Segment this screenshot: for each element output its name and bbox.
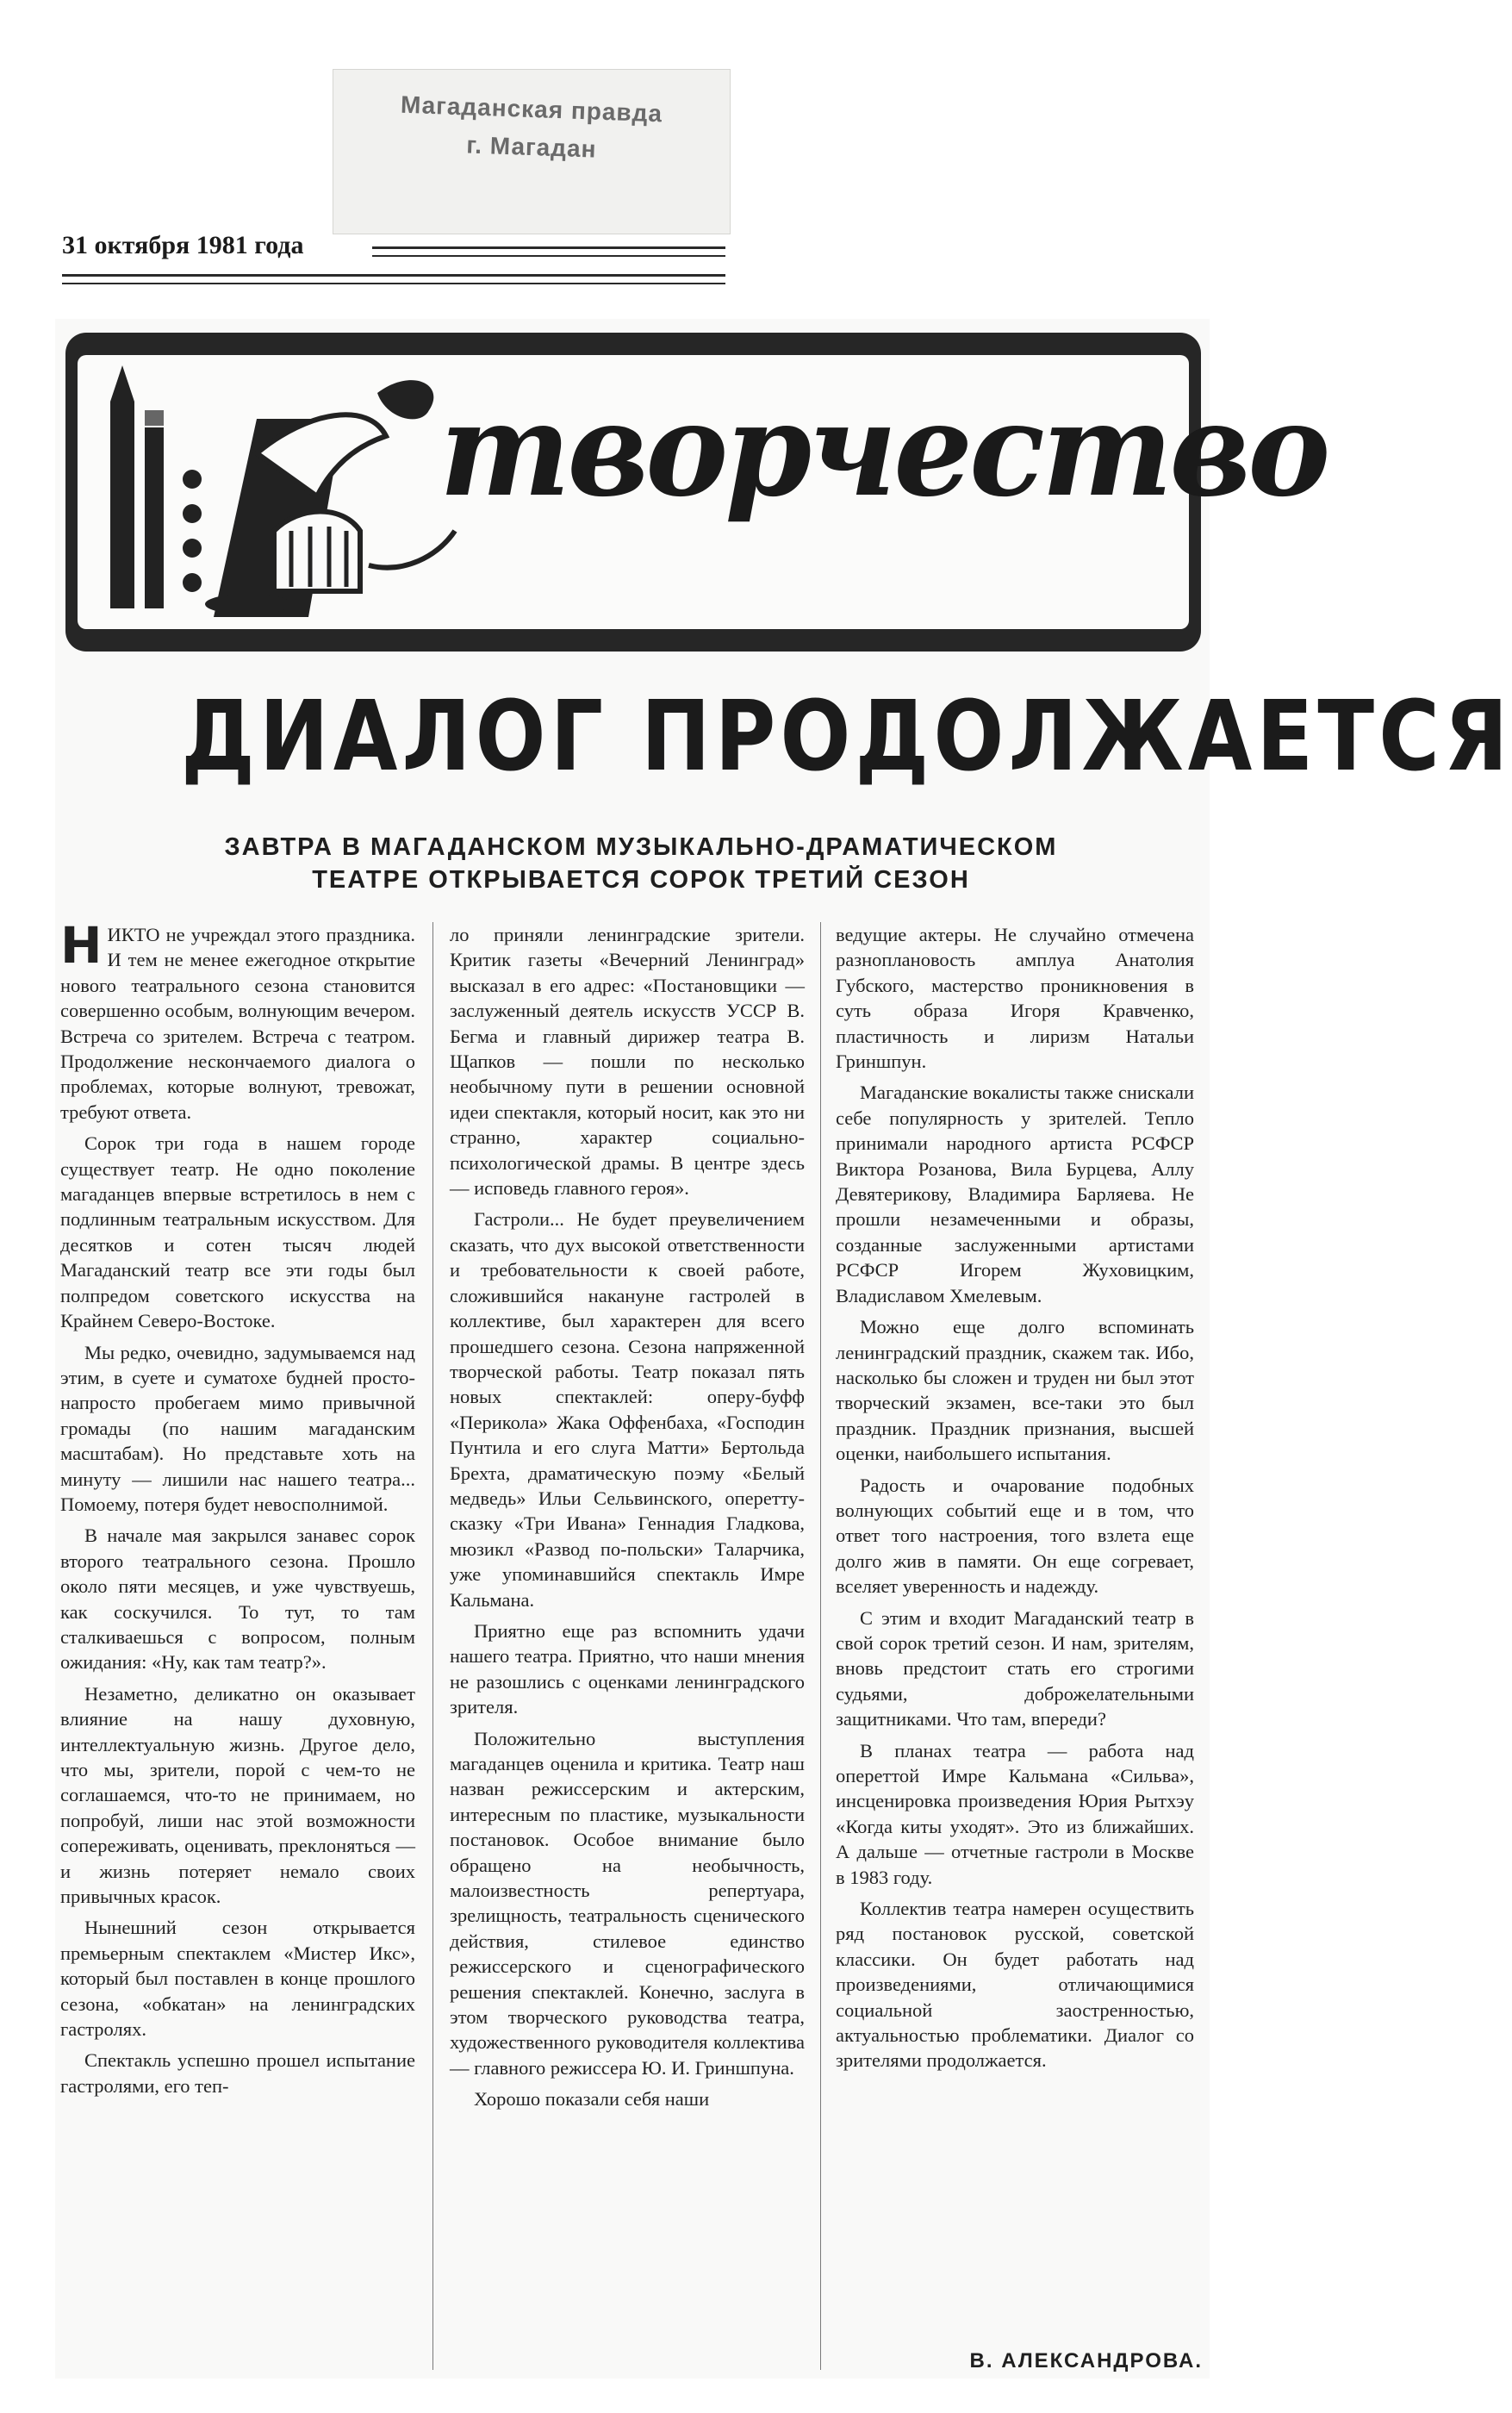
paragraph: Гастроли... Не будет преувеличением сказать, что дух высокой ответственности и требовательности к своей работе, сложившийся накануне гастролей в коллективе, был характерен для всего прошедшего сезона. Сезона напряженной творческой работы. Театр показал пять новых спектаклей: оперу-буфф «Перикола» Жака Оффенбаха, «Господин Пунтила и его слуга Матти» Бертольда Брехта, драматическую поэму «Белый медведь» Ильи Сельвинского, оперетту-сказку «Три Ивана» Геннадия Гладкова, мюзикл «Развод по-польски» Таларчика, уже упоминавшийся спектакль Имре Кальмана. (450, 1208, 805, 1611)
paragraph: Незаметно, деликатно он оказывает влияние на нашу духовную, интеллектуальную жизнь. Другое дело, что мы, зрители, порой с чем-то не соглашаемся, что-то не принимаем, но попробуй, лиши нас этой возможности сопереживать, оценивать, преклоняться — и жизнь потеряет немало своих привычных красок. (60, 1682, 415, 1908)
dateline (62, 231, 725, 291)
paragraph: Коллектив театра намерен осуществить ряд постановок русской, советской классики. Он будет работать над произведениями, отличающимися социальной заостренностью, актуальностью проблематики. Диалог со зрителями продолжается. (836, 1898, 1194, 2072)
paragraph: ло приняли ленинградские зрители. Критик газеты «Вечерний Ленинград» высказал в его адрес: «Постановщики — заслуженный деятель искусств УССР В. Бегма и главный дирижер театра В. Щапков — пошли по несколько необычному пути в решении основной идеи спектакля, который носит, как это ни странно, характер социально-психологической драмы. В центре здесь — исповедь главного героя». (450, 924, 805, 1200)
paragraph: Положительно выступления магаданцев оценила и критика. Театр наш назван режиссерским и актерским, интересным по пластике, музыкальности постановок. Особое внимание было обращено на необычность, малоизвестность репертуара, зрелищность, театральность сценического действия, стилевое единство режиссерского и сценографического решения спектаклей. Конечно, заслуга в этом творческого руководства театра, художественного руководителя коллектива — главного режиссера Ю. И. Гриншпуна. (450, 1727, 805, 2079)
rubric-banner (65, 333, 1328, 652)
date-rule (372, 246, 725, 249)
column-3 (836, 922, 1194, 2370)
paragraph: Сорок три года в нашем городе существует театр. Не одно поколение магаданцев впервые встретилось в нем с подлинным театральным искусством. Для десятков и сотен тысяч людей Магаданский театр все эти годы был полпредом советского искусства на Крайнем Северо-Востоке. (60, 1132, 415, 1332)
column-divider (432, 922, 433, 2370)
date-rule (372, 255, 725, 257)
author-signature: В. АЛЕКСАНДРОВА. (961, 2349, 1203, 2373)
stamp-newspaper-name: Магаданская правда (400, 90, 663, 128)
paragraph: В планах театра — работа над опереттой Имре Кальмана «Сильва», инсценировка произведения Юрия Рытхэу «Когда киты уходят». Это из ближайших. А дальше — отчетные гастроли в Москве в 1983 году. (836, 1739, 1194, 1888)
paragraph: Приятно еще раз вспомнить удачи нашего театра. Приятно, что наши мнения не разошлись с оценками ленинградского зрителя. (450, 1619, 805, 1718)
rubric-title: творчество (439, 374, 1328, 526)
subheadline-line: ТЕАТРЕ ОТКРЫВАЕТСЯ СОРОК ТРЕТИЙ СЕЗОН (312, 866, 970, 894)
subheadline-line: ЗАВТРА В МАГАДАНСКОМ МУЗЫКАЛЬНО-ДРАМАТИЧЕСКОМ (224, 833, 1058, 861)
paragraph: В начале мая закрылся занавес сорок второго театрального сезона. Прошло около пяти месяцев, и уже чувствуешь, как соскучился. То тут, то там сталкиваешься с вопросом, полным ожидания: «Ну, как там театр?». (60, 1524, 415, 1674)
paragraph-text: ИКТО не учреждал этого праздника. И тем не менее ежегодное открытие нового театрального сезона становится совершенно особым, волнующим вечером. Встреча со зрителем. Встреча с театром. Продолжение нескончаемого диалога о проблемах, которые волнуют, тревожат, требуют ответа. (60, 924, 415, 1123)
paragraph: Спектакль успешно прошел испытание гастролями, его теп- (60, 2049, 415, 2097)
headline: ДИАЛОГ ПРОДОЛЖАЕТСЯ (181, 681, 1512, 793)
paragraph: Мы редко, очевидно, задумываемся над этим, в суете и суматохе будней просто-напросто пробегаем мимо привычной громады (по нашим магаданским масштабам). Но представьте хоть на минуту — лишили нас нашего театра... Помоему, потеря будет невосполнимой. (60, 1341, 415, 1515)
article-body (60, 916, 1204, 2370)
newspaper-stamp (333, 69, 731, 234)
date-rule (62, 283, 725, 284)
column-divider (820, 922, 821, 2370)
paragraph: Можно еще долго вспоминать ленинградский праздник, скажем так. Ибо, насколько бы сложен и труден ни был этот творческий экзамен, все-таки это был праздник. Праздник признания, высшей оценки, наибольшего испытания. (836, 1316, 1194, 1465)
paragraph: Хорошо показали себя наши (474, 2088, 710, 2111)
column-1 (60, 916, 415, 2370)
subheadline (124, 831, 1158, 896)
article (55, 319, 1512, 2379)
paragraph: С этим и входит Магаданский театр в свой сорок третий сезон. И нам, зрителям, вновь предстоит стать его строгими судьями, доброжелательными защитниками. Что там, впереди? (836, 1606, 1194, 1730)
publication-date: 31 октября 1981 года (62, 231, 304, 259)
paragraph: Радость и очарование подобных волнующих событий еще и в том, что ответ того настроения, того взлета еще долго жив в памяти. Он еще согревает, вселяет уверенность и надежду. (836, 1474, 1194, 1598)
rubric-inner (78, 355, 1328, 629)
date-rule (62, 274, 725, 277)
paragraph: ведущие актеры. Не случайно отмечена разноплановость амплуа Анатолия Губского, мастерство проникновения в суть образа Игоря Кравченко, пластичность и лиризм Натальи Гриншпун. (836, 924, 1194, 1073)
stamp-city: г. Магадан (465, 131, 598, 163)
paragraph: Магаданские вокалисты также снискали себе популярность у зрителей. Тепло принимали народного артиста РСФСР Виктора Розанова, Вила Бурцева, Аллу Девятерикову, Владимира Барляева. Не прошли незамеченными и образы, созданные заслуженными артистами РСФСР Игорем Жуховицким, Владиславом Хмелевым. (836, 1082, 1194, 1306)
paragraph: Нынешний сезон открывается премьерным спектаклем «Мистер Икс», который был поставлен в конце прошлого сезона, «обкатан» на ленинградских гастролях. (60, 1917, 415, 2041)
drop-cap: Н (60, 916, 103, 975)
paragraph (60, 916, 415, 1125)
column-2 (450, 922, 805, 2370)
